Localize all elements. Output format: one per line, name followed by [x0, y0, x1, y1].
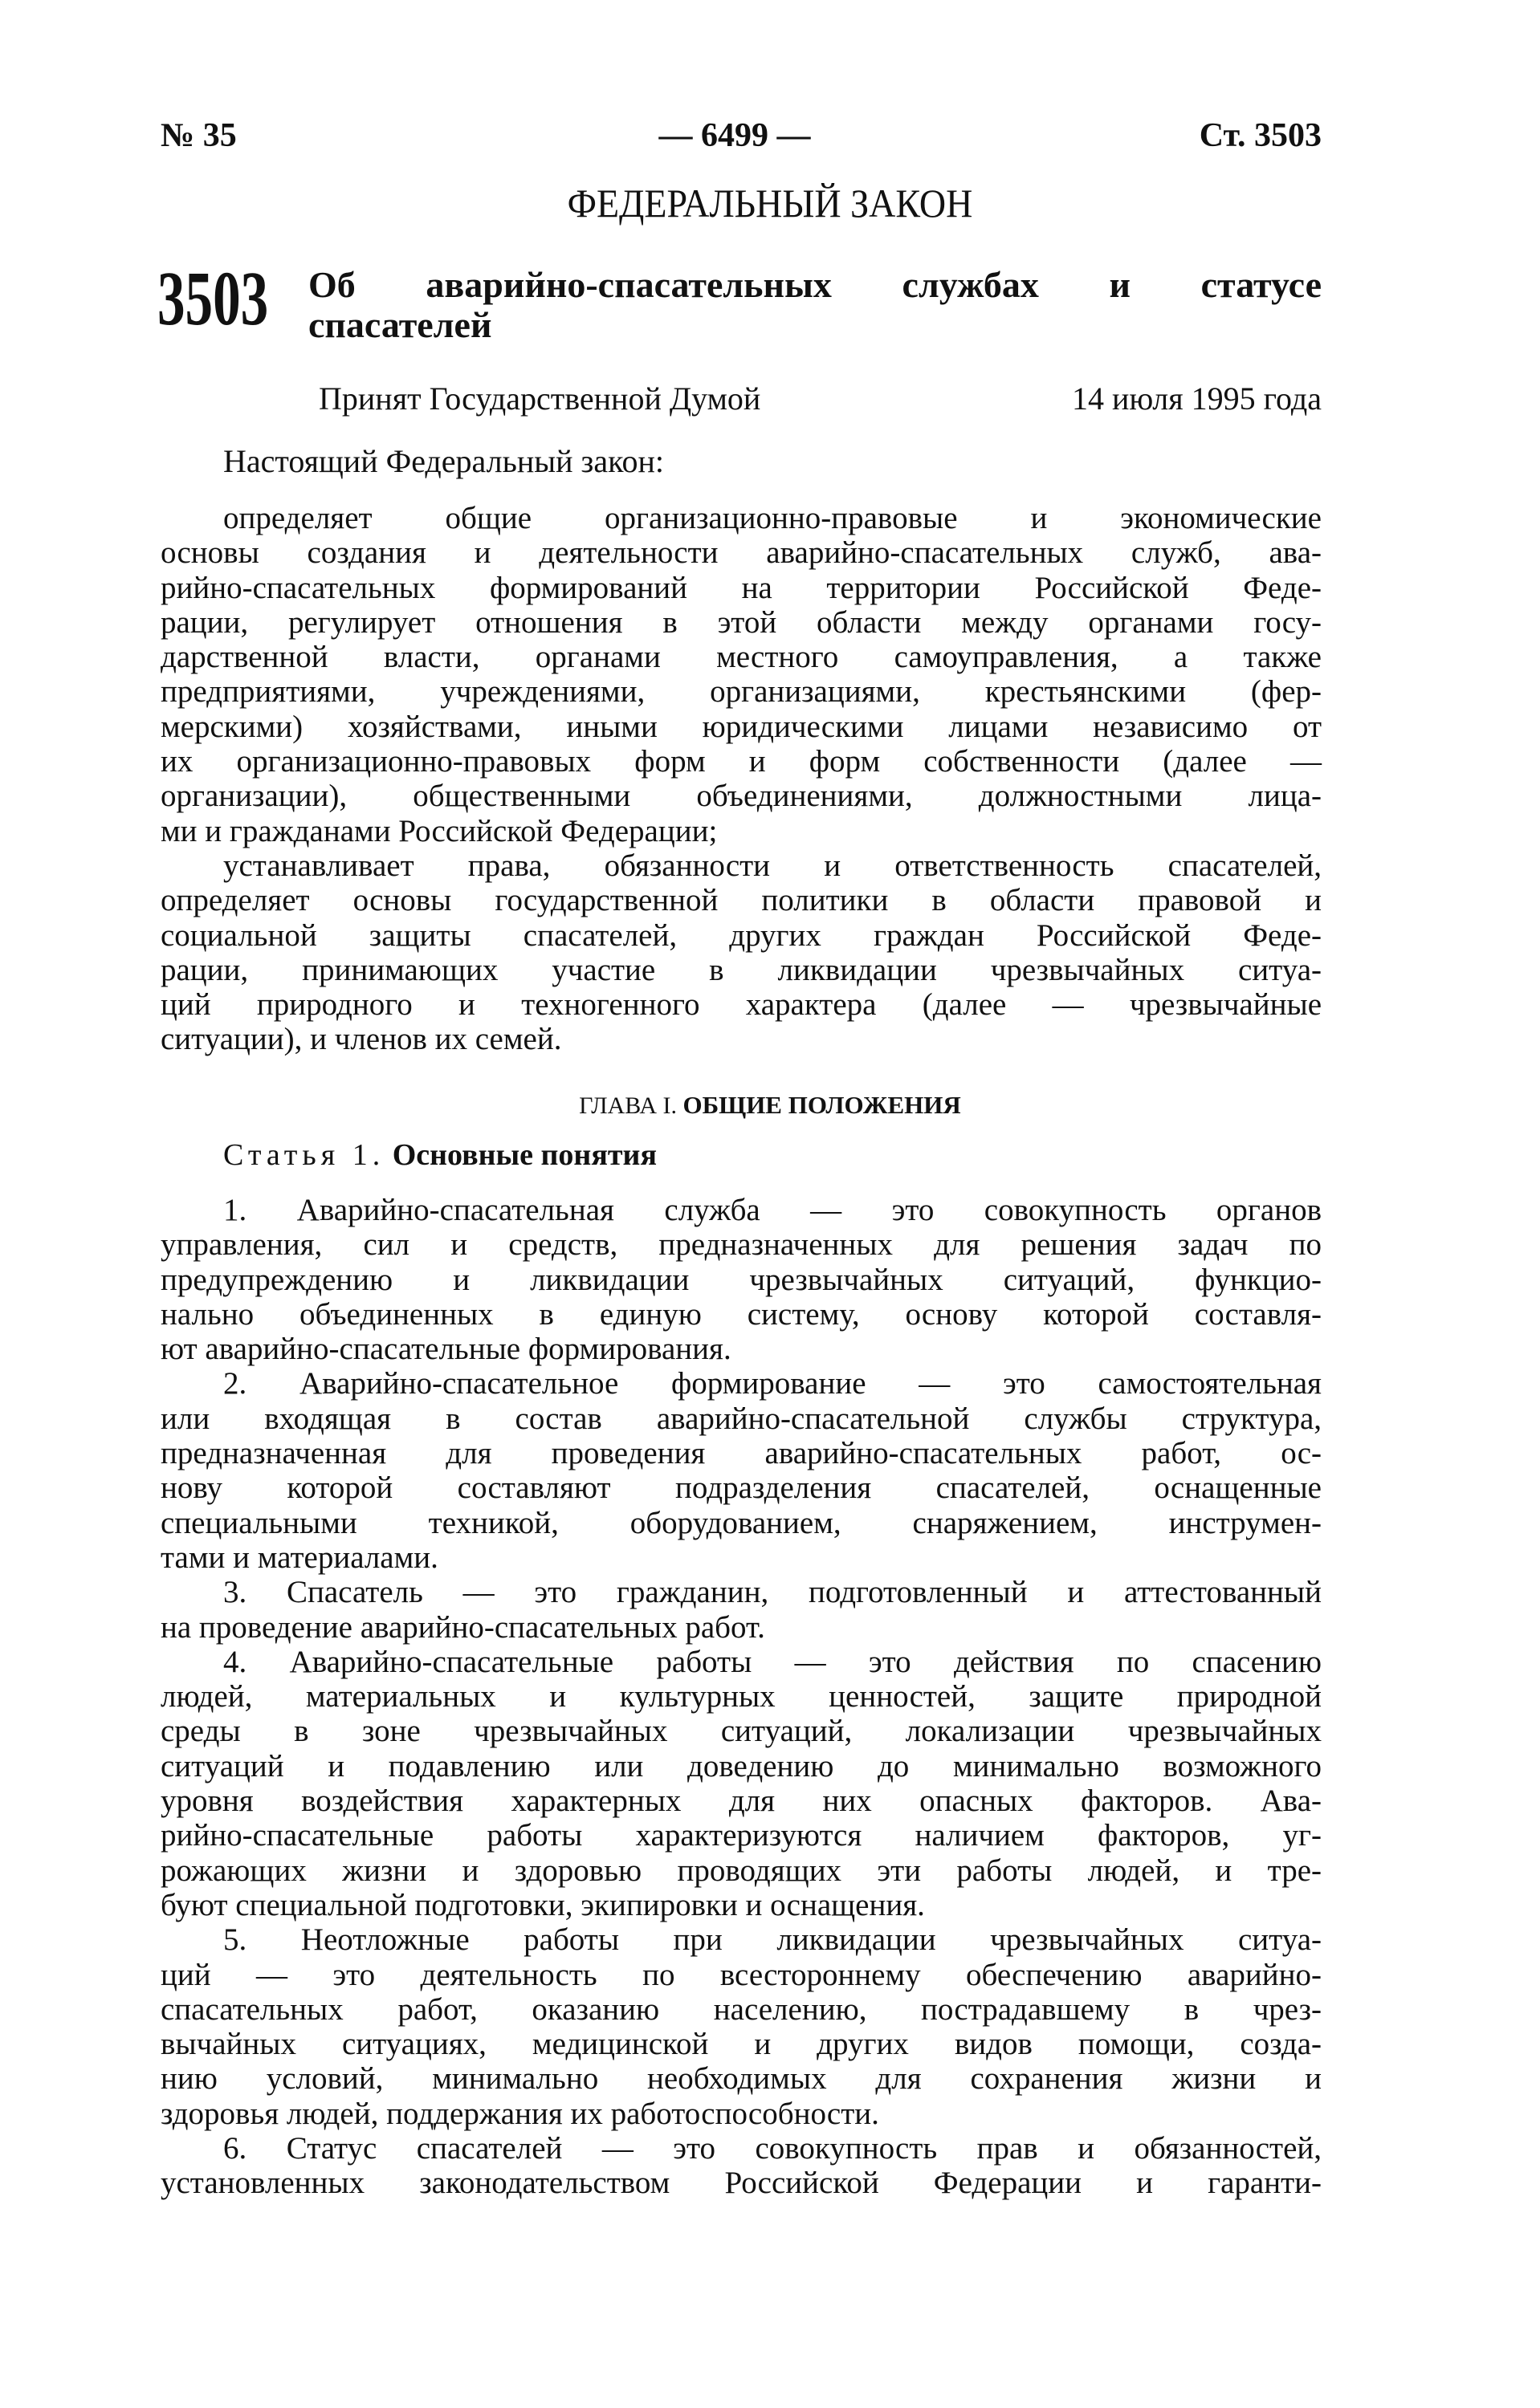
- text-line: рийно-спасательных формирований на территории Российской Феде-: [161, 570, 1322, 605]
- text-line: мерскими) хозяйствами, иными юридическими лицами независимо от: [161, 709, 1322, 744]
- definition-item: [161, 2131, 1322, 2201]
- definition-item: [161, 1922, 1322, 2131]
- text-line: специальными техникой, оборудованием, снаряжением, инструмен-: [161, 1505, 1322, 1540]
- law-title: [308, 265, 1322, 345]
- text-line: предупреждению и ликвидации чрезвычайных ситуаций, функцио-: [161, 1262, 1322, 1297]
- text-line: на проведение аварийно-спасательных работ.: [161, 1609, 765, 1645]
- text-line: 4. Аварийно-спасательные работы — это действия по спасению: [223, 1644, 1322, 1679]
- text-line: определяет основы государственной политики в области правовой и: [161, 883, 1322, 918]
- chapter-title: ОБЩИЕ ПОЛОЖЕНИЯ: [682, 1091, 961, 1119]
- text-line: спасательных работ, оказанию населению, пострадавшему в чрез-: [161, 1991, 1322, 2027]
- text-line: ций природного и техногенного характера (далее — чрезвычайные: [161, 987, 1322, 1023]
- text-line: предназначенная для проведения аварийно-спасательных работ, ос-: [161, 1436, 1322, 1471]
- intro-text: Настоящий Федеральный закон:: [223, 443, 665, 479]
- text-line: уровня воздействия характерных для них опасных факторов. Ава-: [161, 1784, 1322, 1819]
- text-line: 6. Статус спасателей — это совокупность прав и обязанностей,: [223, 2131, 1322, 2166]
- text-line: 1. Аварийно-спасательная служба — это совокупность органов: [223, 1193, 1322, 1227]
- page-number: — 6499 —: [658, 117, 811, 154]
- preamble: [161, 501, 1322, 1057]
- text-line: здоровья людей, поддержания их работоспособности.: [161, 2096, 879, 2131]
- text-line: ют аварийно-спасательные формирования.: [161, 1332, 731, 1367]
- preamble-paragraph: [161, 848, 1322, 1057]
- text-line: предприятиями, учреждениями, организациями, крестьянскими (фер-: [161, 674, 1322, 710]
- text-line: установленных законодательством Российской Федерации и гаранти-: [161, 2166, 1322, 2201]
- text-line: рожающих жизни и здоровью проводящих эти работы людей, и тре-: [161, 1853, 1322, 1888]
- article-items: [161, 1193, 1322, 2201]
- definition-item: [161, 1366, 1322, 1575]
- text-line: среды в зоне чрезвычайных ситуаций, локализации чрезвычайных: [161, 1714, 1322, 1749]
- text-line: 5. Неотложные работы при ликвидации чрезвычайных ситуа-: [223, 1922, 1322, 1958]
- text-line: ций — это деятельность по всестороннему обеспечению аварийно-: [161, 1957, 1322, 1992]
- text-line: основы создания и деятельности аварийно-спасательных служб, ава-: [161, 535, 1322, 571]
- text-line: управления, сил и средств, предназначенных для решения задач по: [161, 1227, 1322, 1263]
- text-line: устанавливает права, обязанности и ответственность спасателей,: [223, 848, 1322, 883]
- preamble-paragraph: [161, 501, 1322, 848]
- law-title-line: Об аварийно-спасательных службах и статусе: [308, 264, 1322, 305]
- text-line: 3. Спасатель — это гражданин, подготовленный и аттестованный: [223, 1575, 1322, 1610]
- adopted-by: Принят Государственной Думой: [319, 380, 761, 417]
- law-title-line: спасателей: [308, 304, 492, 345]
- adopted-date: 14 июля 1995 года: [1071, 380, 1322, 417]
- text-line: или входящая в состав аварийно-спасательной службы структура,: [161, 1401, 1322, 1436]
- article-reference: Ст. 3503: [1199, 117, 1322, 154]
- text-line: ситуаций и подавлению или доведению до минимально возможного: [161, 1748, 1322, 1784]
- text-line: рации, регулирует отношения в этой области между органами госу-: [161, 604, 1322, 640]
- article-heading: [223, 1137, 657, 1173]
- text-line: людей, материальных и культурных ценностей, защите природной: [161, 1679, 1322, 1714]
- text-line: социальной защиты спасателей, других граждан Российской Феде-: [161, 917, 1322, 953]
- text-line: вычайных ситуациях, медицинской и других видов помощи, созда-: [161, 2027, 1322, 2062]
- issue-number: № 35: [161, 117, 237, 154]
- adoption-line: [319, 379, 1322, 419]
- text-line: буют специальной подготовки, экипировки и оснащения.: [161, 1887, 925, 1922]
- chapter-label: ГЛАВА I.: [579, 1092, 678, 1119]
- text-line: нию условий, минимально необходимых для сохранения жизни и: [161, 2061, 1322, 2097]
- definition-item: [161, 1645, 1322, 1922]
- chapter-heading: [0, 1089, 1540, 1122]
- text-line: нову которой составляют подразделения спасателей, оснащенные: [161, 1470, 1322, 1506]
- law-number: 3503: [157, 255, 269, 341]
- article-title: Основные понятия: [392, 1138, 658, 1172]
- definition-item: [161, 1193, 1322, 1366]
- text-line: организации), общественными объединениями, должностными лица-: [161, 779, 1322, 814]
- text-line: тами и материалами.: [161, 1540, 438, 1575]
- text-line: нально объединенных в единую систему, основу которой составля-: [161, 1296, 1322, 1332]
- article-label: Статья 1.: [223, 1138, 385, 1172]
- text-line: ми и гражданами Российской Федерации;: [161, 813, 718, 848]
- text-line: рации, принимающих участие в ликвидации чрезвычайных ситуа-: [161, 952, 1322, 987]
- document-type: ФЕДЕРАЛЬНЫЙ ЗАКОН: [567, 181, 973, 226]
- text-line: рийно-спасательные работы характеризуются наличием факторов, уг-: [161, 1818, 1322, 1853]
- text-line: определяет общие организационно-правовые и экономические: [223, 501, 1322, 535]
- text-line: их организационно-правовых форм и форм собственности (далее —: [161, 744, 1322, 779]
- text-line: дарственной власти, органами местного самоуправления, а также: [161, 640, 1322, 675]
- text-line: 2. Аварийно-спасательное формирование — это самостоятельная: [223, 1366, 1322, 1401]
- text-line: ситуации), и членов их семей.: [161, 1022, 562, 1057]
- definition-item: [161, 1575, 1322, 1645]
